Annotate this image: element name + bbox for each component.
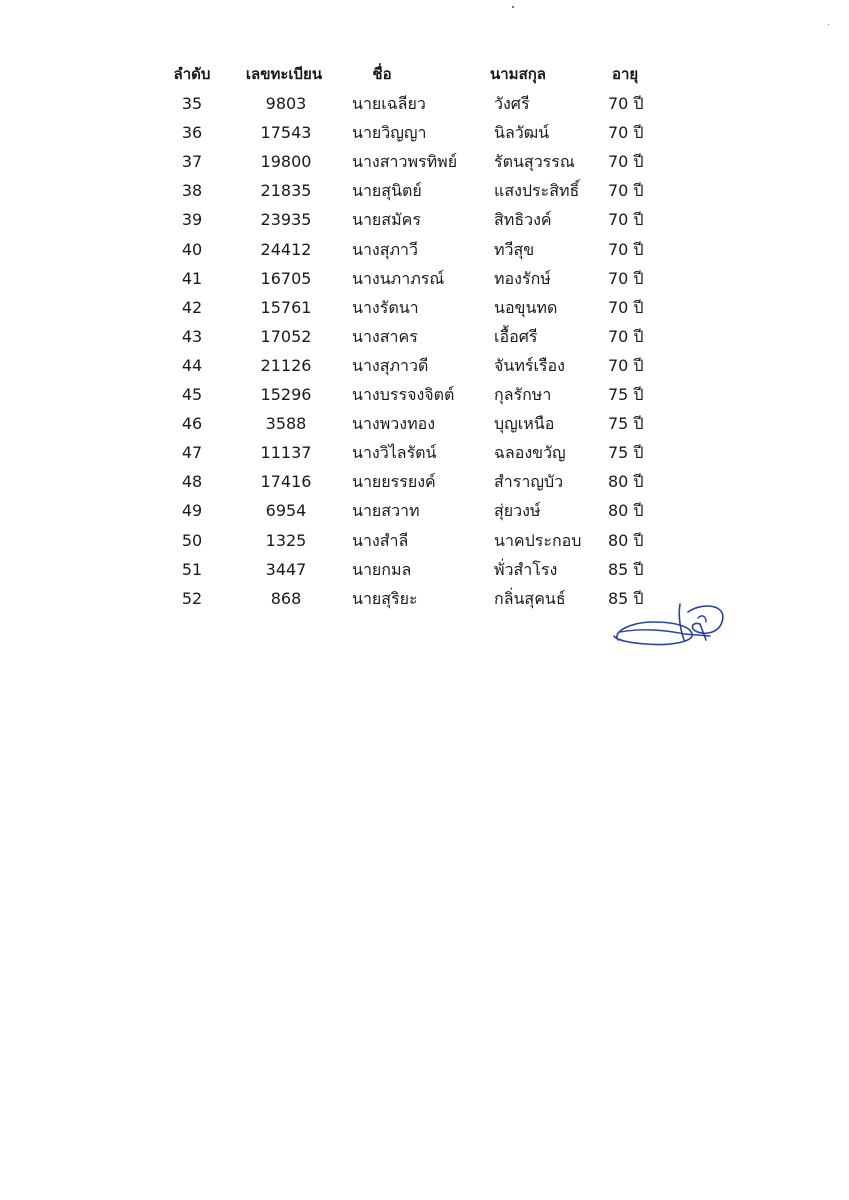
row-number: 50 xyxy=(181,530,203,550)
age-unit: ปี xyxy=(633,385,644,404)
age-unit: ปี xyxy=(633,443,644,463)
header-name: ชื่อ xyxy=(372,65,392,83)
first-name: นายสุนิตย์ xyxy=(352,181,422,201)
first-name: นางบรรจงจิตต์ xyxy=(352,385,455,404)
first-name: นางสาคร xyxy=(352,326,418,346)
table-row xyxy=(0,380,849,409)
age-unit: ปี xyxy=(633,501,644,521)
row-number: 48 xyxy=(181,472,203,492)
row-number: 41 xyxy=(181,268,203,288)
age-unit: ปี xyxy=(633,414,644,434)
registration-no: 19800 xyxy=(260,152,312,172)
age-value: 70 xyxy=(608,268,629,288)
table-row xyxy=(0,438,849,467)
age xyxy=(608,380,668,409)
age xyxy=(608,409,668,438)
surname: สำราญบัว xyxy=(494,472,564,492)
registration-no: 6954 xyxy=(265,501,307,521)
surname: รัตนสุวรรณ xyxy=(494,152,575,172)
registration-no: 3588 xyxy=(265,414,307,434)
age xyxy=(608,351,668,380)
registration-no: 15296 xyxy=(260,385,312,404)
age xyxy=(608,555,668,584)
age-unit: ปี xyxy=(633,588,644,608)
row-number: 40 xyxy=(181,239,203,259)
table-row xyxy=(0,89,849,118)
registration-no: 3447 xyxy=(265,559,307,579)
table-row xyxy=(0,496,849,525)
table-row xyxy=(0,351,849,380)
header-age: อายุ xyxy=(612,65,639,83)
table-row xyxy=(0,322,849,351)
age-value: 85 xyxy=(608,588,629,608)
age xyxy=(608,526,668,555)
age-unit: ปี xyxy=(633,559,644,579)
table-header xyxy=(0,60,849,89)
age-value: 70 xyxy=(608,181,629,201)
row-number: 38 xyxy=(181,181,203,201)
age-value: 70 xyxy=(608,94,629,113)
age xyxy=(608,176,668,205)
age-unit: ปี xyxy=(633,239,644,259)
age-unit: ปี xyxy=(633,326,644,346)
age-unit: ปี xyxy=(633,210,644,230)
table-row xyxy=(0,555,849,584)
surname: จันทร์เรือง xyxy=(494,355,565,375)
age-unit: ปี xyxy=(633,472,644,492)
age-value: 75 xyxy=(608,414,629,434)
first-name: นายกมล xyxy=(352,559,412,579)
row-number: 36 xyxy=(181,123,203,143)
first-name: นางสุภาวดี xyxy=(352,355,429,375)
first-name: นางรัตนา xyxy=(352,297,419,317)
row-number: 37 xyxy=(181,152,203,172)
row-number: 35 xyxy=(181,94,203,113)
registration-no: 15761 xyxy=(260,297,312,317)
registration-no: 11137 xyxy=(260,443,312,463)
table-row xyxy=(0,467,849,496)
registration-no: 1325 xyxy=(265,530,307,550)
age-value: 75 xyxy=(608,385,629,404)
age-value: 80 xyxy=(608,501,629,521)
surname: แสงประสิทธิ์ xyxy=(494,181,580,201)
table-row xyxy=(0,235,849,264)
registration-no: 23935 xyxy=(260,210,312,230)
first-name: นางวิไลรัตน์ xyxy=(352,443,437,463)
row-number: 44 xyxy=(181,355,203,375)
surname: ทวีสุข xyxy=(494,239,535,259)
age-unit: ปี xyxy=(633,181,644,201)
first-name: นายสวาท xyxy=(352,501,420,521)
surname: นอขุนทด xyxy=(494,297,558,317)
age xyxy=(608,118,668,147)
scan-speck xyxy=(828,24,829,25)
age-value: 70 xyxy=(608,326,629,346)
first-name: นายยรรยงค์ xyxy=(352,472,436,492)
first-name: นายเฉลียว xyxy=(352,94,426,113)
row-number: 52 xyxy=(181,588,203,608)
header-no: ลำดับ xyxy=(173,65,211,83)
age-unit: ปี xyxy=(633,268,644,288)
header-reg: เลขทะเบียน xyxy=(245,65,323,83)
table-row xyxy=(0,118,849,147)
age-unit: ปี xyxy=(633,94,644,113)
age-unit: ปี xyxy=(633,123,644,143)
age xyxy=(608,293,668,322)
row-number: 47 xyxy=(181,443,203,463)
age-value: 80 xyxy=(608,530,629,550)
age xyxy=(608,467,668,496)
table-row xyxy=(0,264,849,293)
age-unit: ปี xyxy=(633,297,644,317)
registration-no: 21126 xyxy=(260,355,312,375)
table-row xyxy=(0,293,849,322)
signature-icon xyxy=(610,596,730,656)
row-number: 42 xyxy=(181,297,203,317)
table-row xyxy=(0,176,849,205)
registration-no: 17052 xyxy=(260,326,312,346)
age-value: 75 xyxy=(608,443,629,463)
surname: นิลวัฒน์ xyxy=(494,123,550,143)
first-name: นางสาวพรทิพย์ xyxy=(352,152,458,172)
surname: บุญเหนือ xyxy=(494,414,555,434)
first-name: นายสมัคร xyxy=(352,210,421,230)
age-value: 85 xyxy=(608,559,629,579)
registration-no: 24412 xyxy=(260,239,312,259)
scan-speck xyxy=(512,6,514,8)
age-unit: ปี xyxy=(633,152,644,172)
table-row xyxy=(0,409,849,438)
age xyxy=(608,496,668,525)
age xyxy=(608,147,668,176)
age-value: 70 xyxy=(608,297,629,317)
age xyxy=(608,322,668,351)
registration-no: 21835 xyxy=(260,181,312,201)
row-number: 46 xyxy=(181,414,203,434)
surname: นาคประกอบ xyxy=(494,530,582,550)
age xyxy=(608,438,668,467)
surname: กลิ่นสุคนธ์ xyxy=(494,588,566,608)
age-value: 70 xyxy=(608,355,629,375)
first-name: นางสุภาวี xyxy=(352,239,419,259)
registration-no: 17416 xyxy=(260,472,312,492)
surname: พั่วสำโรง xyxy=(494,559,558,579)
registration-no: 17543 xyxy=(260,123,312,143)
age-value: 80 xyxy=(608,472,629,492)
row-number: 45 xyxy=(181,385,203,404)
age xyxy=(608,264,668,293)
surname: สุ่ยวงษ์ xyxy=(494,501,541,521)
row-number: 39 xyxy=(181,210,203,230)
header-surname: นามสกุล xyxy=(490,65,546,83)
age-value: 70 xyxy=(608,210,629,230)
surname: ทองรักษ์ xyxy=(494,268,551,288)
age xyxy=(608,89,668,118)
age-unit: ปี xyxy=(633,355,644,375)
table-row xyxy=(0,526,849,555)
age-value: 70 xyxy=(608,123,629,143)
registration-no: 868 xyxy=(270,588,302,608)
surname: เอื้อศรี xyxy=(494,326,538,346)
first-name: นายวิญญา xyxy=(352,123,427,143)
age-unit: ปี xyxy=(633,530,644,550)
age-value: 70 xyxy=(608,152,629,172)
surname: ฉลองขวัญ xyxy=(494,443,566,463)
age-value: 70 xyxy=(608,239,629,259)
first-name: นางพวงทอง xyxy=(352,414,436,434)
row-number: 43 xyxy=(181,326,203,346)
surname: สิทธิวงค์ xyxy=(494,210,552,230)
first-name: นายสุริยะ xyxy=(352,588,418,608)
age xyxy=(608,235,668,264)
surname: วังศรี xyxy=(494,94,530,113)
age xyxy=(608,205,668,234)
table-row xyxy=(0,205,849,234)
registration-no: 9803 xyxy=(265,94,307,113)
first-name: นางสำลี xyxy=(352,530,409,550)
row-number: 49 xyxy=(181,501,203,521)
surname: กุลรักษา xyxy=(494,385,552,404)
row-number: 51 xyxy=(181,559,203,579)
table-row xyxy=(0,147,849,176)
first-name: นางนภาภรณ์ xyxy=(352,268,445,288)
registration-no: 16705 xyxy=(260,268,312,288)
